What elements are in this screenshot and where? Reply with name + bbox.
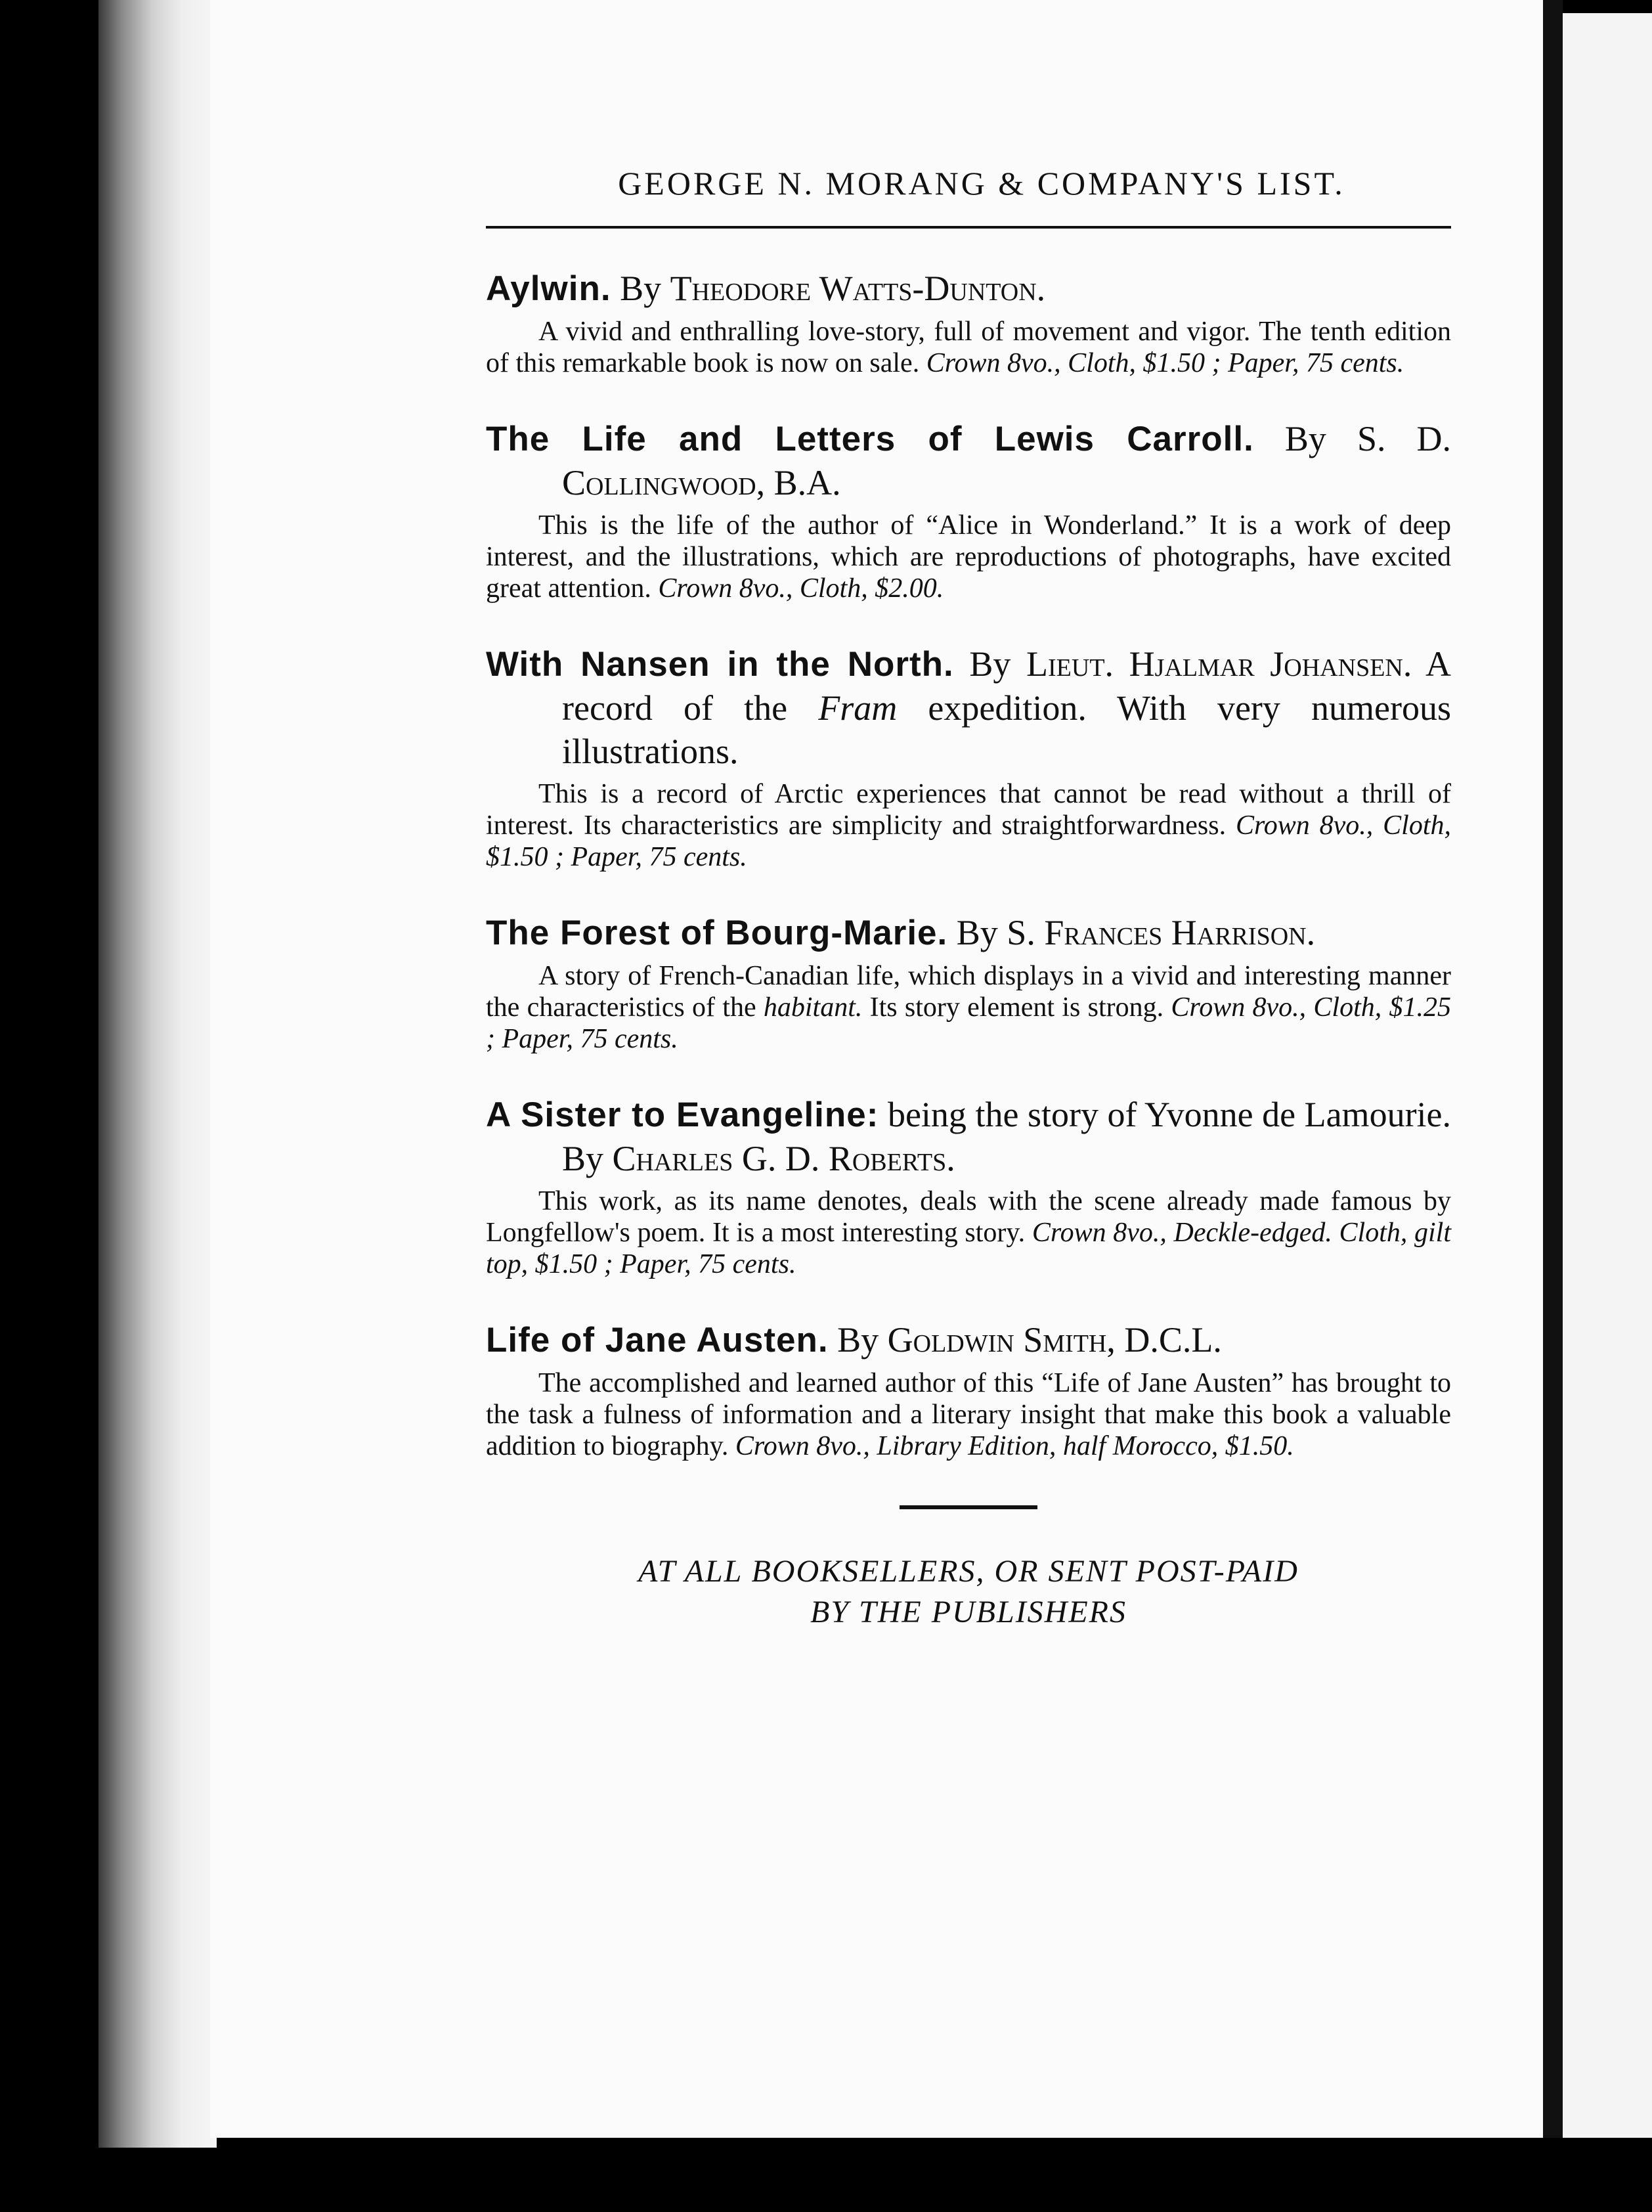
description-text: This is the life of the author of “Alice in Wonderland.” It is a work of deep interest, and the illustrations, which are reproductions of photographs, have excited great attention. [486, 510, 1451, 604]
description-text: This work, as its name denotes, deals with the scene already made famous by Longfellow's poem. It is a most interesting story. [486, 1186, 1451, 1248]
byline-by: By [1284, 419, 1326, 458]
footer-line-2: BY THE PUBLISHERS [810, 1595, 1127, 1629]
entry-heading [486, 1318, 1451, 1362]
price-line: Crown 8vo., Cloth, $2.00. [658, 573, 944, 604]
footer-line-1: AT ALL BOOKSELLERS, OR SENT POST-PAID [638, 1554, 1299, 1589]
header-rule [486, 226, 1451, 229]
page-content [486, 164, 1451, 1633]
book-title: Life of Jane Austen. [486, 1321, 829, 1360]
entry-description [486, 1367, 1451, 1462]
book-entry-aylwin [486, 267, 1451, 379]
description-text: A story of French-Canadian life, which displays in a vivid and interesting manner the characteristics of the [486, 961, 1451, 1023]
entry-heading [486, 911, 1451, 955]
book-author: Lieut. Hjalmar Johansen. [1026, 644, 1412, 684]
price-line: Crown 8vo., Deckle-edged. Cloth, gilt top, $1.50 ; Paper, 75 cents. [486, 1218, 1451, 1279]
price-line: Crown 8vo., Cloth, $1.50 ; Paper, 75 cents. [926, 348, 1404, 378]
byline-by: By [969, 644, 1011, 684]
book-author: Goldwin Smith, [887, 1320, 1116, 1360]
description-text: The accomplished and learned author of this “Life of Jane Austen” has brought to the task a fulness of information and a literary insight that make this book a valuable addition to biography. [486, 1368, 1451, 1461]
book-author: S. Frances Harrison. [1007, 913, 1316, 952]
description-text-end: Its story element is strong. [869, 992, 1164, 1023]
entry-description [486, 778, 1451, 873]
entry-description [486, 960, 1451, 1055]
entry-description [486, 510, 1451, 604]
book-author: Charles G. D. Roberts. [612, 1139, 955, 1178]
description-text: A vivid and enthralling love-story, full of movement and vigor. The tenth edition of this remarkable book is now on sale. [486, 317, 1451, 378]
byline-by: By [956, 913, 998, 952]
entry-heading [486, 1093, 1451, 1180]
page-gutter [1543, 0, 1563, 2138]
byline-by: By [837, 1320, 879, 1360]
footer-note [486, 1551, 1451, 1633]
price-line: Crown 8vo., Cloth, $1.50 ; Paper, 75 cents. [486, 810, 1451, 872]
entry-heading [486, 642, 1451, 773]
book-entry-bourg-marie [486, 911, 1451, 1055]
book-entry-jane-austen [486, 1318, 1451, 1462]
entry-heading [486, 267, 1451, 311]
book-entry-evangeline [486, 1093, 1451, 1280]
book-author: S. D. Collingwood, B.A. [562, 419, 1452, 502]
book-entry-lewis-carroll [486, 417, 1451, 604]
book-title: Aylwin. [486, 269, 611, 308]
book-title: A Sister to Evangeline: [486, 1095, 879, 1134]
byline-by: By [620, 269, 662, 308]
subtitle-text: A record of the [562, 644, 1451, 728]
book-title: The Forest of Bourg-Marie. [486, 914, 948, 952]
running-head: GEORGE N. MORANG & COMPANY'S LIST. [618, 165, 1345, 202]
byline-by: By [562, 1139, 604, 1178]
author-degree: D.C.L. [1124, 1320, 1222, 1360]
book-subtitle: being the story of Yvonne de Lamourie. [887, 1095, 1452, 1134]
page-edges [98, 0, 217, 2148]
subtitle-italic: Fram [818, 688, 898, 728]
book-entry-nansen [486, 642, 1451, 873]
entry-description [486, 1185, 1451, 1280]
entry-heading [486, 417, 1451, 504]
entry-description [486, 316, 1451, 379]
book-author: Theodore Watts-Dunton. [670, 269, 1046, 308]
description-text: This is a record of Arctic experiences that cannot be read without a thrill of interest. Its characteristics are simplicity and straightforwardness. [486, 779, 1451, 841]
price-line: Crown 8vo., Cloth, $1.25 ; Paper, 75 cents. [486, 992, 1452, 1054]
subtitle-text-end: expedition. With very numerous illustrations. [562, 688, 1452, 771]
book-title: With Nansen in the North. [486, 645, 954, 684]
description-italic: habitant. [763, 992, 863, 1023]
price-line: Crown 8vo., Library Edition, half Morocco, $1.50. [735, 1431, 1294, 1461]
section-rule [900, 1505, 1037, 1509]
book-title: The Life and Letters of Lewis Carroll. [486, 420, 1254, 458]
facing-page-sliver [1563, 13, 1652, 2138]
